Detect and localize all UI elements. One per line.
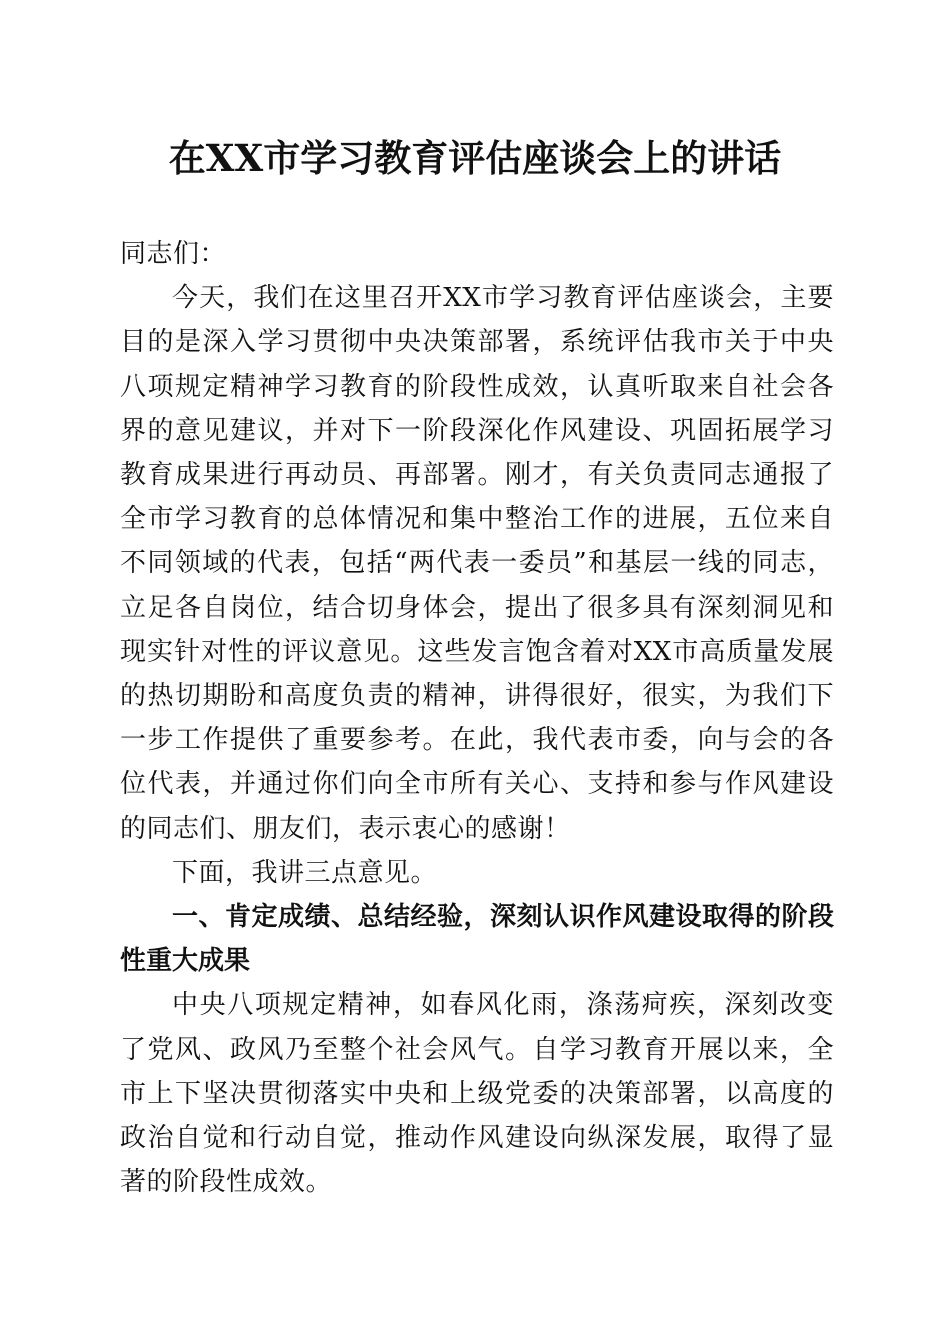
outline-paragraph: 下面，我讲三点意见。 [172, 857, 438, 888]
opening-paragraph: 今天，我们在这里召开XX市学习教育评估座谈会，主要目的是深入学习贯彻中央决策部署，系统评估我市关于中央八项规定精神学习教育的阶段性成效，认真听取来自社会各界的意见建议，并对下一阶段深化作风建设、巩固拓展学习教育成果进行再动员、再部署。刚才，有关负责同志通报了全市学习教育的总体情况和集中整治工作的进展，五位来自不同领域的代表，包括“两代表一委员”和基层一线的同志，立足各自岗位，结合切身体会，提出了很多具有深刻洞见和现实针对性的评议意见。这些发言饱含着对XX市高质量发展的热切期盼和高度负责的精神，讲得很好，很实，为我们下一步工作提供了重要参考。在此，我代表市委，向与会的各位代表，并通过你们向全市所有关心、支持和参与作风建设的同志们、朋友们，表示衷心的感谢！ [120, 283, 834, 844]
document-title: 在XX市学习教育评估座谈会上的讲话 [168, 136, 782, 180]
document-body [120, 232, 834, 1204]
section-heading-1: 一、肯定成绩、总结经验，深刻认识作风建设取得的阶段性重大成果 [120, 902, 834, 977]
salutation: 同志们： [120, 239, 227, 269]
section-1-paragraph: 中央八项规定精神，如春风化雨，涤荡疴疾，深刻改变了党风、政风乃至整个社会风气。自学习教育开展以来，全市上下坚决贯彻落实中央和上级党委的决策部署，以高度的政治自觉和行动自觉，推动作风建设向纵深发展，取得了显著的阶段性成效。 [120, 990, 834, 1198]
